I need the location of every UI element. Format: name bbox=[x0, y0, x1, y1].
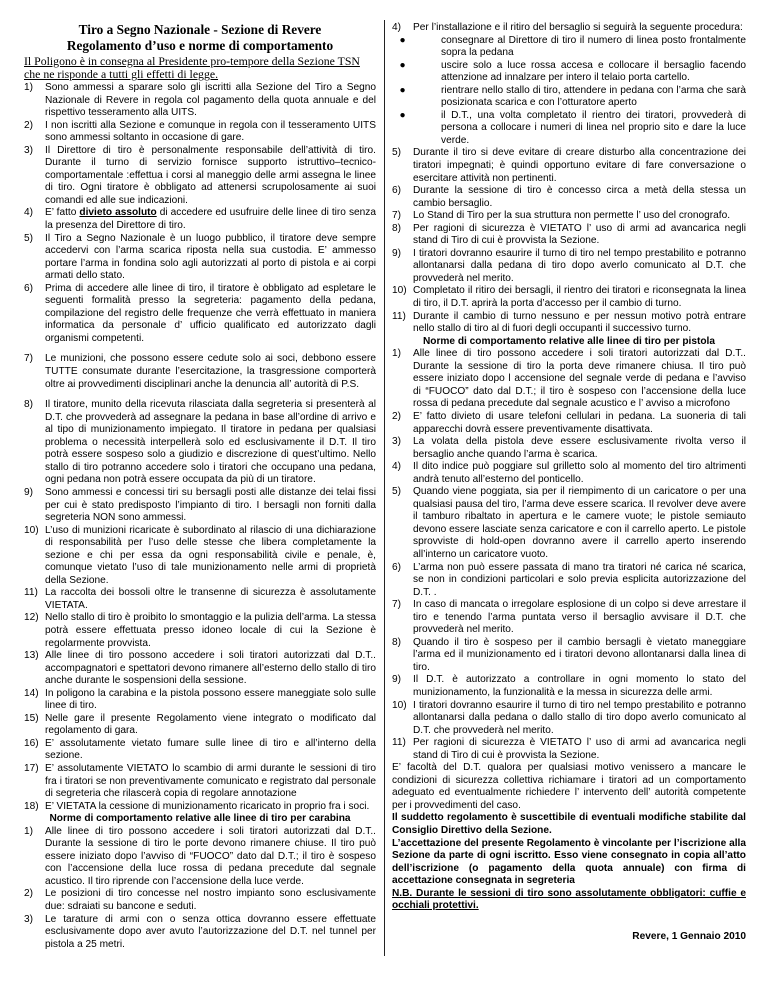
rule-number: 3) bbox=[392, 436, 402, 448]
rule-number: 9) bbox=[392, 674, 402, 686]
rule-item bbox=[392, 461, 746, 486]
rule-text: Per l’installazione e il ritiro del bersaglio si seguirà la seguente procedura: bbox=[413, 22, 743, 33]
rule-number: 11) bbox=[392, 310, 406, 322]
rule-number: 10) bbox=[24, 524, 39, 536]
procedure-item bbox=[392, 35, 746, 60]
rule-text: Le munizioni, che possono essere cedute solo ai soci, debbono essere TUTTE consumate durante l’esercitazione, la trasgressione comporterà oltre ai provvedimenti disciplinari anche la denuncia all’ autorità di P.S. bbox=[45, 353, 376, 390]
rule-text: Per ragioni di sicurezza è VIETATO l’ uso di armi ad avancarica negli stand di Tiro di cui è provvista la Sezione. bbox=[413, 222, 746, 247]
rule-item bbox=[24, 233, 376, 283]
procedure-item bbox=[392, 85, 746, 110]
acceptance-note: L’accettazione del presente Regolamento è vincolante per l’iscrizione alla Sezione da parte di ogni iscritto. Esso viene consegnato in copia all’atto dell’iscrizione (o pagamento della quota annuale) con firma di accettazione consegnata in segreteria bbox=[392, 837, 746, 887]
rule-number: 2) bbox=[392, 410, 402, 422]
rule-number: 1) bbox=[24, 825, 34, 837]
rule-item bbox=[392, 674, 746, 699]
rule-item bbox=[24, 353, 376, 391]
rule-item bbox=[392, 737, 746, 762]
pistola-rules-list bbox=[392, 348, 746, 762]
rule-text-pre: E’ fatto bbox=[45, 207, 80, 219]
rule-number: 4) bbox=[392, 461, 402, 473]
rule-item bbox=[392, 147, 746, 185]
rule-item bbox=[392, 248, 746, 286]
rule-text: Per ragioni di sicurezza è VIETATO l’ uso di armi ad avancarica negli stand di Tiro di cui è provvista la Sezione. bbox=[413, 737, 746, 761]
rule-number: 4) bbox=[392, 22, 402, 33]
rule-text bbox=[45, 207, 376, 232]
rule-number: 5) bbox=[24, 232, 34, 244]
rule-item bbox=[24, 525, 376, 588]
rule-item bbox=[392, 285, 746, 310]
document-subtitle: Regolamento d’uso e norme di comportamento bbox=[66, 38, 334, 53]
rule-text: L’arma non può essere passata di mano tra tiratori né carica né scarica, se non in condizioni particolari e solo previa esplicita autorizzazione del D.T. . bbox=[413, 561, 746, 598]
rule-item bbox=[392, 22, 746, 35]
rule-number: 9) bbox=[392, 247, 402, 259]
rule-text: L’uso di munizioni ricaricate è subordinato al rilascio di una dichiarazione di responsabilità per l’uso delle stesse che libera completamente la sezione e chi per essa da ogni responsabilità civile e penale, è, comunque vietato l’uso di tale munizionamento nelle armi di proprietà della Sezione. bbox=[45, 524, 376, 586]
rule-number: 6) bbox=[24, 282, 34, 294]
rule-number: 1) bbox=[24, 82, 34, 93]
rule-number: 3) bbox=[24, 913, 34, 925]
closing-paragraph: E’ facoltà del D.T. qualora per qualsiasi motivo venissero a mancare le condizioni di sicurezza collettiva richiamare i tiratori ad un comportamento adeguato ed eventualmente richiedere l’ intervento dell’ autorità competente per i provvedimenti del caso. bbox=[392, 762, 746, 811]
rule-text-post: di accedere ed usufruire delle linee di tiro senza la bbox=[45, 207, 376, 232]
rule-text: Sono ammessi e concessi tiri su bersagli posti alle distanze dei telai fissi per cui è stato predisposto l’impianto di tiro. I bersagli non forniti dalla segreteria NON sono ammessi. bbox=[45, 486, 376, 524]
rule-text: Quando il tiro è sospeso per il cambio bersagli è vietato maneggiare l’arma ed il munizionamento ed i tiratori devono allontanarsi dalla linea di tiro. bbox=[413, 636, 746, 673]
rule-text: Il D.T. è autorizzato a controllare in ogni momento lo stato del munizionamento, la funzionalità e la messa in sicurezza delle armi. bbox=[413, 674, 746, 698]
rule-item bbox=[24, 826, 376, 889]
procedure-text: rientrare nello stallo di tiro, attendere in pedana con l’arma che sarà posizionata scarica e con l’otturatore aperto bbox=[441, 84, 746, 109]
bullet-icon: ● bbox=[399, 109, 406, 121]
rule-text: Il Direttore di tiro è personalmente responsabile dell’attività di tiro. Durante il turno di servizio fornisce supporto istruttivo–tecnico-comportamentale :effettua i corsi al maneggio delle armi assegna le linee di tiro. Ogni tiratore è obbligato ad attenersi scrupolosamente ai suoi comandi ed alle sue indicazioni. bbox=[45, 144, 376, 206]
rule-number: 16) bbox=[24, 737, 39, 749]
rule-item bbox=[392, 311, 746, 336]
rule-number: 8) bbox=[24, 399, 34, 411]
rule-number: 9) bbox=[24, 486, 34, 498]
rule-item bbox=[24, 207, 376, 232]
rule-item bbox=[392, 348, 746, 411]
procedure-text: il D.T., una volta completato il rientro dei tiratori, provvederà di persona a collocare i numeri di linea nel proprio sito e dare la luce verde. bbox=[441, 109, 746, 146]
rule-item bbox=[24, 487, 376, 525]
rule-number: 7) bbox=[24, 353, 34, 365]
rule-item bbox=[24, 120, 376, 145]
rule-number: 13) bbox=[24, 650, 39, 662]
rule-item bbox=[24, 587, 376, 612]
rule-item bbox=[24, 82, 376, 120]
procedure-item bbox=[392, 110, 746, 148]
rule-number: 17) bbox=[24, 762, 39, 774]
rule-item bbox=[392, 637, 746, 675]
rule-emphasis: divieto assoluto bbox=[79, 207, 157, 219]
rule-number: 5) bbox=[392, 147, 402, 159]
rule-number: 11) bbox=[392, 737, 406, 749]
rule-text: Durante la sessione di tiro è concesso circa a metà della stessa un cambio bersaglio. bbox=[413, 185, 746, 209]
carabina-rules-list bbox=[24, 826, 376, 951]
bullet-icon: ● bbox=[399, 34, 406, 46]
rule-item bbox=[24, 801, 376, 814]
rule-text: E’ assolutamente vietato fumare sulle linee di tiro e all’interno della sezione. bbox=[45, 737, 376, 762]
rule-text: Sono ammessi a sparare solo gli iscritti alla Sezione del Tiro a Segno Nazionale di Revere in regola col pagamento della quota annuale e del rispettivo tesseramento alla UITS. bbox=[45, 82, 376, 119]
rule-number: 2) bbox=[24, 119, 34, 131]
rule-number: 12) bbox=[24, 612, 39, 624]
procedure-text: consegnare al Direttore di tiro il numero di linea posto frontalmente sopra la pedana bbox=[441, 34, 746, 59]
rule-text: Alle linee di tiro possono accedere i soli tiratori autorizzati dal D.T.. Durante la sessione di tiro le porte devono rimanere chiuse. Il tiro può essere iniziato dopo l’avviso di “FUOCO” dato dal D.T.; il tiro è sospeso con l’accensione della luce rossa di pedana precedute dal segnale acustico. Il tiro riprende con l’accensione della luce verde. bbox=[45, 825, 376, 887]
rule-text: E’ fatto divieto di usare telefoni cellulari in pedana. La suoneria di tali apparecchi dovrà essere preventivamente disattivata. bbox=[413, 410, 746, 435]
rule-item bbox=[24, 713, 376, 738]
nb-note: N.B. Durante le sessioni di tiro sono assolutamente obbligatori: cuffie e occhiali protettivi. bbox=[392, 887, 746, 912]
rule-text: I tiratori dovranno esaurire il turno di tiro nel tempo prestabilito e potranno allontanarsi dalla pedana di tiro dopo averlo comunicato al D.T. che provvederà nel merito. bbox=[413, 247, 746, 284]
rule-text: Quando viene poggiata, sia per il riempimento di un caricatore o per una qualsiasi pausa del tiro, l’arma deve essere scarica. Il revolver deve avere il tamburo ribaltato in apertura e le camere vuote; le pistole semiauto devono essere lasciate senza caricatore e con il carrello aperto. Le pistole sprovviste di hold-open dovranno avere il carrello aperto inserendo all’interno un caricatore vuoto. bbox=[413, 486, 746, 560]
rule-number: 7) bbox=[392, 210, 402, 222]
rule-text: Completato il ritiro dei bersagli, il rientro dei tiratori e riconsegnata la linea di tiro, il D.T. aprirà la porta d’accesso per il cambio di turno. bbox=[413, 285, 746, 310]
rule-item bbox=[24, 688, 376, 713]
rule-number: 3) bbox=[24, 144, 34, 156]
rule-item bbox=[392, 223, 746, 248]
carabina-rules-end bbox=[392, 147, 746, 335]
rule-text: Durante il cambio di turno nessuno e per nessun motivo potrà entrare nello stallo di tiro al di fuori degli occupanti il successivo turno. bbox=[413, 310, 746, 335]
bullet-icon: ● bbox=[399, 59, 406, 71]
rule-number: 6) bbox=[392, 561, 402, 573]
rule-number: 15) bbox=[24, 712, 39, 724]
carabina-section-heading: Norme di comportamento relative alle linee di tiro per carabina bbox=[49, 813, 351, 825]
rule-number: 10) bbox=[392, 285, 407, 297]
rule-text: La volata della pistola deve essere esclusivamente rivolta verso il bersaglio anche quando l’arma è scarica. bbox=[413, 436, 746, 460]
general-rules-list bbox=[24, 82, 376, 813]
rule-number: 5) bbox=[392, 486, 402, 498]
rule-number: 2) bbox=[24, 888, 34, 900]
rule-item bbox=[392, 210, 746, 223]
rule-number: 8) bbox=[392, 222, 402, 234]
rule-text: I non iscritti alla Sezione e comunque in regola con il tesseramento UITS sono ammessi soltanto in occasione di gare. bbox=[45, 119, 376, 144]
rule-item bbox=[392, 562, 746, 600]
bullet-icon: ● bbox=[399, 84, 406, 96]
rule-item bbox=[24, 914, 376, 952]
rule-item bbox=[392, 486, 746, 561]
rule-number: 6) bbox=[392, 185, 402, 197]
rule-item bbox=[24, 738, 376, 763]
rule-number: 4) bbox=[24, 207, 34, 219]
rule-text: Prima di accedere alle linee di tiro, il tiratore è obbligato ad espletare le seguenti formalità presso la segreteria: pagamento della pedana, compilazione del registro delle frequenze che verrà effettuato in maniera informatica da personale d’ ufficio qualificato ed autorizzato dagli organismi competenti. bbox=[45, 282, 376, 344]
rule-number: 7) bbox=[392, 599, 402, 611]
rule-text: I tiratori dovranno esaurire il turno di tiro nel tempo prestabilito e potranno allontanarsi dalla pedana o dallo stallo di tiro dopo averlo comunicato al D.T. che provvederà nel merito. bbox=[413, 699, 746, 736]
rule-item bbox=[392, 185, 746, 210]
procedure-item bbox=[392, 60, 746, 85]
document-date: Revere, 1 Gennaio 2010 bbox=[632, 930, 746, 942]
procedure-text: uscire solo a luce rossa accesa e collocare il bersaglio facendo attenzione ad innalzare per intero il telaio porta cartello. bbox=[441, 59, 746, 84]
pistola-section-heading: Norme di comportamento relative alle linee di tiro per pistola bbox=[422, 335, 715, 347]
rule-item bbox=[24, 399, 376, 487]
rule-text: La raccolta dei bossoli oltre le transenne di sicurezza è assolutamente VIETATA. bbox=[45, 587, 376, 611]
rule-item bbox=[24, 145, 376, 208]
rule-text: Lo Stand di Tiro per la sua struttura non permette l’ uso del cronografo. bbox=[413, 210, 731, 222]
intro-text: Il Poligono è in consegna al Presidente pro-tempore della Sezione TSN che ne risponde a tutti gli effetti di legge. bbox=[24, 54, 360, 81]
rule-text: E’ assolutamente VIETATO lo scambio di armi durante le sessioni di tiro fra i tiratori se non preventivamente comunicato e registrato dal personale di segreteria che rilascerà copia di regolare annotazione bbox=[45, 762, 376, 800]
rule-text: In poligono la carabina e la pistola possono essere maneggiate solo sulle linee di tiro. bbox=[45, 687, 376, 712]
rule-text: Il Tiro a Segno Nazionale è un luogo pubblico, il tiratore deve sempre accedervi con l’arma scarica riposta nella sua custodia. E’ ammesso portare l’arma in fondina solo agli autorizzati al porto di pistola e ai corpi armati dello stato. bbox=[45, 232, 376, 282]
rule-text: Il dito indice può poggiare sul grilletto solo al momento del tiro altrimenti andrà tenuto all’esterno del ponticello. bbox=[413, 461, 746, 485]
rule-text: Le posizioni di tiro concesse nel nostro impianto sono esclusivamente due: sdraiati su bancone e seduti. bbox=[45, 888, 376, 912]
rule-number: 1) bbox=[392, 348, 402, 360]
document-title: Tiro a Segno Nazionale - Sezione di Revere bbox=[78, 22, 322, 37]
rule-text: Alle linee di tiro possono accedere i soli tiratori autorizzati dal D.T.. Durante la sessione di tiro la porta deve rimanere chiusa. Il tiro può essere iniziato dopo l accensione del segnale verde di pedana e l’avviso di “FUOCO” dato dal D.T.; il tiro è sospeso con l’accensione della luce rossa di pedana precedute dal segnale acustico e l’ avviso a microfono bbox=[413, 348, 746, 410]
rule-item bbox=[24, 283, 376, 346]
rule-item bbox=[392, 599, 746, 637]
rule-number: 8) bbox=[392, 636, 402, 648]
right-column bbox=[392, 22, 746, 943]
rule-text: Il tiratore, munito della ricevuta rilasciata dalla segreteria si presenterà al D.T. che provvederà ad assegnare la pedana in base all’ordine di arrivo e al tipo di munizionamento impiegato. Il tiratore in pedana per qualsiasi problema o necessità interpellerà solo ed esclusivamente il D.T. Il tiro potrà essere sospeso solo a giudizio e discrezione di quest’ultimo. Nello stallo di tiro potranno accedere solo i tiratori che occupano una pedana, ogni pedana non potrà essere occupata da più di un tiratore. bbox=[45, 399, 376, 486]
rule-item bbox=[392, 411, 746, 436]
rule-item bbox=[24, 763, 376, 801]
carabina-rules-continued bbox=[392, 22, 746, 35]
rule-number: 18) bbox=[24, 800, 39, 812]
procedure-list bbox=[392, 35, 746, 148]
rule-text: E’ VIETATA la cessione di munizionamento ricaricato in proprio fra i soci. bbox=[45, 800, 370, 812]
rule-item bbox=[24, 612, 376, 650]
rule-text: Nello stallo di tiro è proibito lo smontaggio e la pulizia dell’arma. La stessa potrà essere effettuata presso idoneo locale di cui la Sezione è regolarmente provvista. bbox=[45, 612, 376, 649]
rule-text: Le tarature di armi con o senza ottica dovranno essere effettuate esclusivamente dopo aver avuto l’autorizzazione del D.T. nel tunnel per pistola a 25 metri. bbox=[45, 913, 376, 950]
rule-item bbox=[392, 436, 746, 461]
rule-item bbox=[392, 700, 746, 738]
rule-item bbox=[24, 650, 376, 688]
amendment-note: Il suddetto regolamento è suscettibile di eventuali modifiche stabilite dal Consiglio Direttivo della Sezione. bbox=[392, 812, 746, 836]
rule-number: 11) bbox=[24, 587, 38, 599]
rule-text: Alle linee di tiro possono accedere i soli tiratori autorizzati dal D.T.. accompagnatori e spettatori devono rimanere all’esterno dello stallo di tiro anche durante le sospensioni della sessione. bbox=[45, 650, 376, 687]
left-column bbox=[24, 22, 376, 951]
rule-number: 14) bbox=[24, 687, 39, 699]
rule-item bbox=[24, 888, 376, 913]
rule-text: In caso di mancata o irregolare esplosione di un colpo si deve arrestare il tiro e tenendo l’arma puntata verso il bersaglio avvisare il D.T. che provvederà nel merito. bbox=[413, 599, 746, 636]
rule-text: Durante il tiro si deve evitare di creare disturbo alla concentrazione dei tiratori impegnati; è quindi opportuno evitare di fare conversazione o esercitare attività non pertinenti. bbox=[413, 147, 746, 184]
rule-text: Nelle gare il presente Regolamento viene integrato o modificato dal regolamento di gara. bbox=[45, 712, 376, 737]
column-divider bbox=[384, 20, 385, 956]
rule-text-end: presenza del Direttore di tiro. bbox=[55, 220, 186, 232]
rule-number: 10) bbox=[392, 699, 407, 711]
